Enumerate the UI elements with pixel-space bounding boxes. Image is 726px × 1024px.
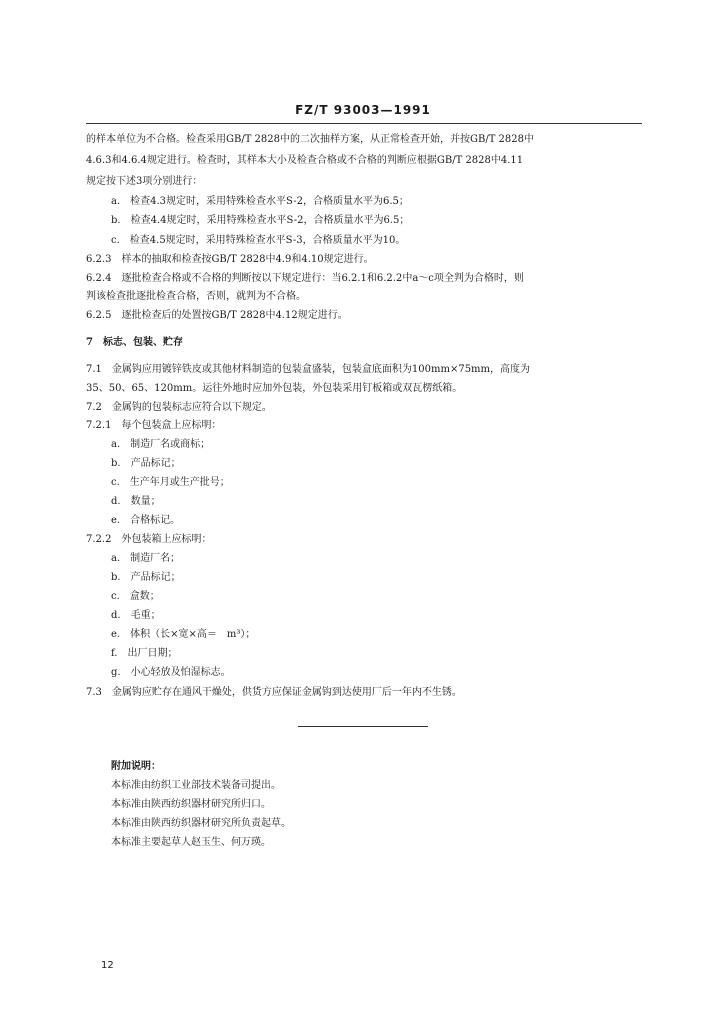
page-number: 12: [101, 960, 114, 971]
list-item: f. 出厂日期；: [111, 648, 178, 659]
list-item: e. 合格标记。: [111, 515, 181, 526]
note-line: 本标准由纺织工业部技术装备司提出。: [111, 780, 281, 791]
body-line: 判该检查批逐批检查合格，否则，就判为不合格。: [86, 291, 306, 302]
list-item: c. 检查4.5规定时，采用特殊检查水平S-3，合格质量水平为10。: [111, 235, 406, 246]
list-item: c. 盒数；: [111, 591, 160, 602]
notes-title: 附加说明：: [111, 761, 161, 772]
note-line: 本标准主要起草人赵玉生、何万瑛。: [111, 837, 271, 848]
clause-6-2-3: 6.2.3 样本的抽取和检查按GB/T 2828中4.9和4.10规定进行。: [86, 254, 374, 265]
list-item: b. 检查4.4规定时，采用特殊检查水平S-2，合格质量水平为6.5；: [111, 215, 410, 226]
body-line: 35、50、65、120mm。运往外地时应加外包装，外包装采用钉板箱或双瓦楞纸箱。: [86, 383, 463, 394]
clause-7-2: 7.2 金属钩的包装标志应符合以下规定。: [86, 402, 272, 413]
body-line: 规定按下述3项分别进行：: [86, 176, 203, 187]
note-line: 本标准由陕西纺织器材研究所负责起草。: [111, 818, 291, 829]
list-item: g. 小心轻放及怕湿标志。: [111, 667, 231, 678]
list-item: a. 制造厂名；: [111, 553, 181, 564]
body-line: 4.6.3和4.6.4规定进行。检查时，其样本大小及检查合格或不合格的判断应根据GB/T 2828中4.11: [86, 155, 524, 166]
clause-6-2-5: 6.2.5 逐批检查后的处置按GB/T 2828中4.12规定进行。: [86, 310, 348, 321]
section-7-heading: 7 标志、包装、贮存: [86, 337, 183, 348]
body-line: 的样本单位为不合格。检查采用GB/T 2828中的二次抽样方案，从正常检查开始，并按GB/T 2828中: [86, 134, 535, 145]
list-item: a. 检查4.3规定时，采用特殊检查水平S-2，合格质量水平为6.5；: [111, 196, 409, 207]
header-rule: [86, 123, 642, 124]
note-line: 本标准由陕西纺织器材研究所归口。: [111, 799, 271, 810]
list-item: d. 数量；: [111, 496, 161, 507]
list-item: a. 制造厂名或商标；: [111, 439, 211, 450]
clause-7-2-2: 7.2.2 外包装箱上应标明：: [86, 534, 212, 545]
end-rule: [298, 726, 428, 727]
clause-6-2-4: 6.2.4 逐批检查合格或不合格的判断按以下规定进行：当6.2.1和6.2.2中a～c项全判为合格时，则: [86, 273, 524, 284]
clause-7-2-1: 7.2.1 每个包装盒上应标明：: [86, 420, 222, 431]
list-item: d. 毛重；: [111, 610, 161, 621]
list-item: c. 生产年月或生产批号；: [111, 477, 230, 488]
list-item: e. 体积（长×宽×高＝ m³）；: [111, 629, 256, 640]
clause-7-3: 7.3 金属钩应贮存在通风干燥处，供货方应保证金属钩到达使用厂后一年内不生锈。: [86, 687, 462, 698]
standard-code-header: FZ/T 93003—1991: [295, 103, 431, 117]
list-item: b. 产品标记；: [111, 572, 181, 583]
list-item: b. 产品标记；: [111, 458, 181, 469]
clause-7-1: 7.1 金属钩应用镀锌铁皮或其他材料制造的包装盒盛装，包装盒底面积为100mm×75mm，高度为: [86, 364, 531, 375]
